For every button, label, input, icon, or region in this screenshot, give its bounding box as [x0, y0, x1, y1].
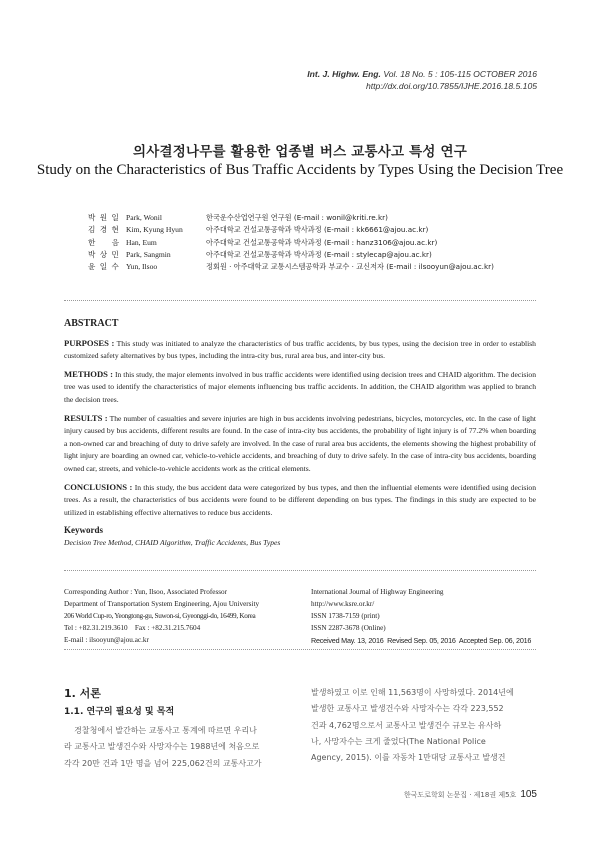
corr-line: 206 World Cup-ro, Yeongtong-gu, Suwon-si, Gyeonggi-do, 16499, Korea [64, 611, 256, 620]
author-row [88, 212, 494, 224]
paragraph-text: This study was initiated to analyze the characteristics of bus traffic accidents, by bus types, using the decision tree in order to establish customized safety alternatives by bus types, including the intra-city bus, rural area bus, and inter-city bus. [64, 338, 536, 361]
author-affiliation: 아주대학교 건설교통공학과 박사과정 (E-mail : hanz3106@ajou.ac.kr) [206, 237, 438, 247]
author-row [88, 237, 494, 249]
abstract-methods [64, 368, 536, 407]
author-korean-name: 박 원 일 [88, 213, 120, 222]
author-row [88, 224, 494, 236]
author-affiliation: 아주대학교 건설교통공학과 박사과정 (E-mail : stylecap@ajou.ac.kr) [206, 249, 432, 259]
abstract-conclusions [64, 481, 536, 520]
journal-url[interactable]: http://www.ksre.or.kr/ [311, 599, 375, 608]
author-korean-name: 한 음 [88, 237, 127, 247]
body-column-left [64, 723, 290, 772]
keywords-heading: Keywords [64, 525, 103, 536]
author-korean-name: 김 경 현 [88, 225, 120, 235]
received-dates: Received May. 13, 2016 Revised Sep. 05, 2016 Accepted Sep. 06, 2016 [311, 635, 532, 645]
title-korean: 의사결정나무를 활용한 업종별 버스 교통사고 특성 연구 [133, 144, 467, 160]
body-line: Agency, 2015). 이를 자동차 1만대당 교통사고 발생건 [311, 753, 506, 763]
author-english-name: Yun, Ilsoo [126, 262, 158, 272]
keywords: Decision Tree Method, CHAID Algorithm, Traffic Accidents, Bus Types [64, 537, 281, 547]
author-english-name: Kim, Kyung Hyun [126, 225, 183, 235]
divider [64, 649, 536, 650]
paragraph-text: The number of casualties and severe injuries are high in bus accidents involving pedestrians, bicycles, motorcycles, etc. In the case of light injury caused by bus accidents, different results are found. In the case of intra-city bus accidents, the probability of light injury is of 77.2% when boarding a non-owned car and breaching of duty to drive safely are involved. In the case of rural area bus accidents, the elements showing the highest probability of light injury are boarding an owned car, vehicle-to-vehicle accidents, and breaching of duty to drive safely. In the case of intra-city bus accidents, boarding owned car, streets, and vehicle-to-vehicle accidents work as the critical elements. [64, 413, 536, 473]
author-affiliation: 아주대학교 건설교통공학과 박사과정 (E-mail : kk6661@ajou.ac.kr) [206, 225, 429, 235]
issn-online: ISSN 2287-3678 (Online) [311, 623, 386, 632]
section-heading: 1. 서론 [64, 687, 101, 700]
author-korean-name: 윤 일 수 [88, 262, 120, 272]
paragraph-label: METHODS : [64, 368, 113, 379]
corresponding-author-info [64, 587, 259, 647]
body-line: 경찰청에서 발간하는 교통사고 통계에 따르면 우리나 [64, 726, 257, 735]
footer-journal: 한국도로학회 논문집 · 제18권 제5호 [403, 791, 517, 799]
issn-print: ISSN 1738-7159 (print) [311, 611, 380, 620]
corr-line: Tel : +82.31.219.3610 Fax : +82.31.215.7604 [64, 623, 201, 632]
journal-name: Int. J. Highw. Eng. [307, 69, 381, 79]
body-line: 각각 20만 건과 1만 명을 넘어 225,062건의 교통사고가 [64, 758, 262, 768]
journal-title: International Journal of Highway Engineering [311, 588, 444, 596]
paragraph-label: PURPOSES : [64, 337, 115, 348]
corr-email: E-mail : ilsooyun@ajou.ac.kr [64, 635, 149, 644]
abstract-heading: ABSTRACT [64, 318, 119, 329]
body-line: 나, 사망자수는 크게 줄었다(The National Police [311, 736, 486, 746]
author-english-name: Park, Sangmin [126, 249, 171, 259]
corr-line: Corresponding Author : Yun, Ilsoo, Associated Professor [64, 588, 228, 596]
author-affiliation: 한국운수산업연구원 연구원 (E-mail : wonil@kriti.re.kr) [206, 213, 388, 222]
author-korean-name: 박 상 민 [88, 249, 120, 259]
body-column-right [311, 685, 537, 766]
abstract [64, 318, 536, 550]
body-line: 건과 4,762명으로서 교통사고 발생건수 규모는 유사하 [311, 720, 502, 730]
abstract-purposes [64, 337, 536, 363]
divider [64, 570, 536, 571]
page-number: 105 [520, 789, 537, 800]
body-line: 라 교통사고 발생건수와 사망자수는 1988년에 처음으로 [64, 742, 260, 752]
author-row [88, 261, 494, 273]
divider [64, 300, 536, 301]
author-affiliation: 정회원 · 아주대학교 교통시스템공학과 부교수 · 교신저자 (E-mail : ilsooyun@ajou.ac.kr) [206, 262, 494, 272]
author-english-name: Han, Eum [126, 237, 157, 247]
journal-header [307, 68, 537, 92]
body-line: 발생한 교통사고 발생건수와 사망자수는 각각 223,552 [311, 704, 504, 714]
author-list [88, 212, 494, 273]
corr-line: Department of Transportation System Engineering, Ajou University [64, 599, 260, 608]
page-footer [404, 789, 537, 800]
subsection-heading: 1.1. 연구의 필요성 및 목적 [64, 707, 175, 717]
journal-info [311, 587, 531, 647]
abstract-results [64, 412, 536, 476]
doi-link[interactable]: http://dx.doi.org/10.7855/IJHE.2016.18.5.105 [365, 81, 537, 91]
title-english: Study on the Characteristics of Bus Traffic Accidents by Types Using the Decision Tree [36, 162, 564, 178]
journal-issue: Vol. 18 No. 5 : 105-115 OCTOBER 2016 [380, 69, 537, 79]
body-line: 발생하였고 이로 인해 11,563명이 사망하였다. 2014년에 [311, 688, 514, 697]
paragraph-text: In this study, the bus accident data were categorized by bus types, and then the influential elements were identified using decision trees. As a result, the characteristics of bus accidents were found to be different depending on bus types. The findings in this study are expected to be utilized in establishing effective alternatives to reduce bus accidents. [64, 482, 536, 517]
author-english-name: Park, Wonil [126, 213, 162, 222]
paragraph-text: In this study, the major elements involved in bus traffic accidents were identified using decision trees and CHAID algorithm. The decision tree was used to identify the characteristics of major elements influencing bus traffic accidents. In addition, the CHAID algorithm was applied to branch the decision trees. [64, 369, 536, 404]
author-row [88, 249, 494, 261]
paragraph-label: RESULTS : [64, 412, 108, 423]
paragraph-label: CONCLUSIONS : [64, 481, 133, 492]
